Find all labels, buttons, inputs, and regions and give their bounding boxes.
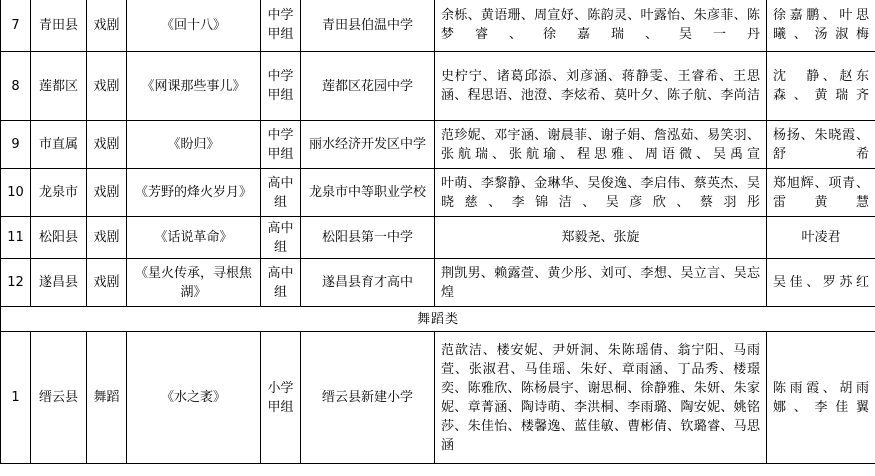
region: 龙泉市 bbox=[31, 169, 87, 217]
group: 中学甲组 bbox=[261, 0, 301, 52]
row-number: 1 bbox=[1, 332, 31, 464]
category: 戏剧 bbox=[87, 52, 127, 121]
work-title: 《话说革命》 bbox=[127, 217, 261, 259]
work-title: 《网课那些事儿》 bbox=[127, 52, 261, 121]
teachers: 徐嘉鹏、叶思曦、汤淑梅 bbox=[767, 0, 875, 52]
group: 中学甲组 bbox=[261, 121, 301, 169]
students: 余栎、黄语珊、周宣妤、陈韵灵、叶露怡、朱彦菲、陈梦睿、徐嘉瑞、吴一丹 bbox=[435, 0, 767, 52]
row-number: 7 bbox=[1, 0, 31, 52]
group: 高中组 bbox=[261, 259, 301, 307]
row-number: 11 bbox=[1, 217, 31, 259]
teachers: 叶凌君 bbox=[767, 217, 875, 259]
region: 遂昌县 bbox=[31, 259, 87, 307]
school: 丽水经济开发区中学 bbox=[301, 121, 435, 169]
category: 戏剧 bbox=[87, 169, 127, 217]
region: 青田县 bbox=[31, 0, 87, 52]
teachers: 沈 静、赵东森、黄瑞齐 bbox=[767, 52, 875, 121]
region: 松阳县 bbox=[31, 217, 87, 259]
school: 青田县伯温中学 bbox=[301, 0, 435, 52]
work-title: 《回十八》 bbox=[127, 0, 261, 52]
category: 戏剧 bbox=[87, 0, 127, 52]
group: 小学甲组 bbox=[261, 332, 301, 464]
table-row bbox=[1, 332, 875, 464]
students: 范歆洁、楼安妮、尹妍洞、朱陈瑶倩、翁宁阳、马雨萱、张淑君、马佳瑶、朱好、章雨涵、丁品秀、楼璟奕、陈雅欣、陈杨晨宇、谢思桐、徐静雅、朱妍、朱家妮、章菁涵、陶诗萌、李洪桐、李雨璐、陶安妮、姚铭莎、朱佳怡、楼馨逸、蓝佳敏、曹彬倩、钦璐睿、马思涵 bbox=[435, 332, 767, 464]
row-number: 12 bbox=[1, 259, 31, 307]
table-row bbox=[1, 259, 875, 307]
row-number: 10 bbox=[1, 169, 31, 217]
students: 荆凯男、赖露萱、黄少彤、刘可、李想、吴立言、吴忘煌 bbox=[435, 259, 767, 307]
region: 莲都区 bbox=[31, 52, 87, 121]
category: 戏剧 bbox=[87, 121, 127, 169]
group: 高中组 bbox=[261, 169, 301, 217]
work-title: 《水之袤》 bbox=[127, 332, 261, 464]
category: 舞蹈 bbox=[87, 332, 127, 464]
work-title: 《星火传承，寻根焦湖》 bbox=[127, 259, 261, 307]
section-title: 舞蹈类 bbox=[1, 307, 875, 332]
table-row bbox=[1, 121, 875, 169]
teachers: 郑旭辉、项青、雷黄慧 bbox=[767, 169, 875, 217]
table-row bbox=[1, 169, 875, 217]
table-row bbox=[1, 217, 875, 259]
work-title: 《盼归》 bbox=[127, 121, 261, 169]
region: 缙云县 bbox=[31, 332, 87, 464]
group: 中学甲组 bbox=[261, 52, 301, 121]
students: 史柠宁、诸葛邱添、刘彦涵、蒋静雯、王睿希、王思涵、程思语、池澄、李炫希、莫叶夕、陈子航、李尚洁 bbox=[435, 52, 767, 121]
school: 龙泉市中等职业学校 bbox=[301, 169, 435, 217]
teachers: 陈雨霞、胡雨娜、李佳翼 bbox=[767, 332, 875, 464]
students: 叶萌、李黎静、金琳华、吴俊逸、李启伟、蔡英杰、吴晓慈、李锦洁、吴彦欣、蔡羽彤 bbox=[435, 169, 767, 217]
row-number: 9 bbox=[1, 121, 31, 169]
school: 遂昌县育才高中 bbox=[301, 259, 435, 307]
row-number: 8 bbox=[1, 52, 31, 121]
work-title: 《芳野的烽火岁月》 bbox=[127, 169, 261, 217]
category: 戏剧 bbox=[87, 259, 127, 307]
table-row bbox=[1, 0, 875, 52]
school: 缙云县新建小学 bbox=[301, 332, 435, 464]
section-row bbox=[1, 307, 875, 332]
teachers: 吴佳、罗苏红 bbox=[767, 259, 875, 307]
group: 高中组 bbox=[261, 217, 301, 259]
school: 莲都区花园中学 bbox=[301, 52, 435, 121]
region: 市直属 bbox=[31, 121, 87, 169]
students: 郑毅尧、张旋 bbox=[435, 217, 767, 259]
category: 戏剧 bbox=[87, 217, 127, 259]
school: 松阳县第一中学 bbox=[301, 217, 435, 259]
teachers: 杨扬、朱晓霞、舒希 bbox=[767, 121, 875, 169]
table-row bbox=[1, 52, 875, 121]
students: 范珍妮、邓宇涵、谢晨菲、谢子娟、詹泓茹、易笑羽、张航瑞、张航瑜、程思雅、周语微、吴禹宣 bbox=[435, 121, 767, 169]
